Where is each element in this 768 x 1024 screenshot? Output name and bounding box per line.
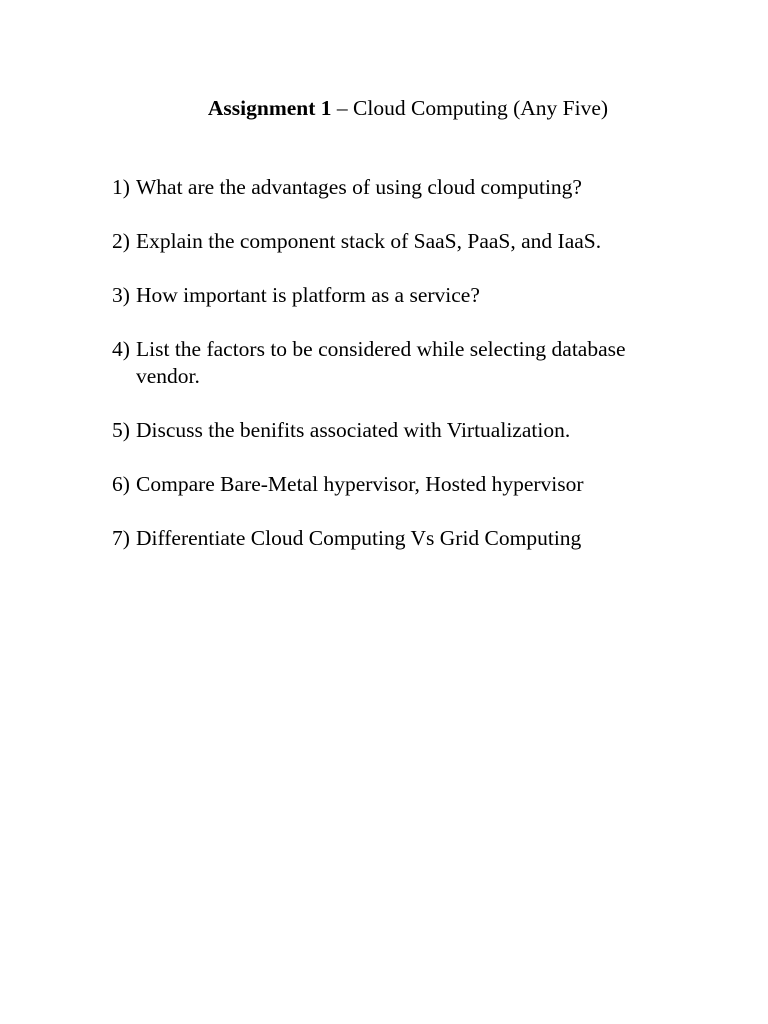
question-text: Compare Bare-Metal hypervisor, Hosted hypervisor [136,472,584,496]
question-list [112,174,672,579]
title-rest: – Cloud Computing (Any Five) [331,96,609,120]
question-number: 1) [112,175,130,199]
question-text: Explain the component stack of SaaS, PaaS, and IaaS. [136,229,602,253]
list-item [112,174,672,201]
question-text: Differentiate Cloud Computing Vs Grid Computing [136,526,582,550]
question-number: 7) [112,526,130,550]
page-title [0,94,768,122]
list-item [112,282,672,309]
list-item [112,471,672,498]
question-number: 2) [112,229,130,253]
question-number: 6) [112,472,130,496]
question-text: How important is platform as a service? [136,283,480,307]
question-text: Discuss the benifits associated with Virtualization. [136,418,571,442]
question-number: 3) [112,283,130,307]
list-item [112,525,672,552]
list-item [112,417,672,444]
question-number: 5) [112,418,130,442]
list-item [112,336,672,390]
list-item [112,228,672,255]
question-text: List the factors to be considered while selecting database vendor. [136,337,626,388]
question-text: What are the advantages of using cloud computing? [136,175,582,199]
title-bold: Assignment 1 [207,96,332,120]
question-number: 4) [112,337,130,361]
